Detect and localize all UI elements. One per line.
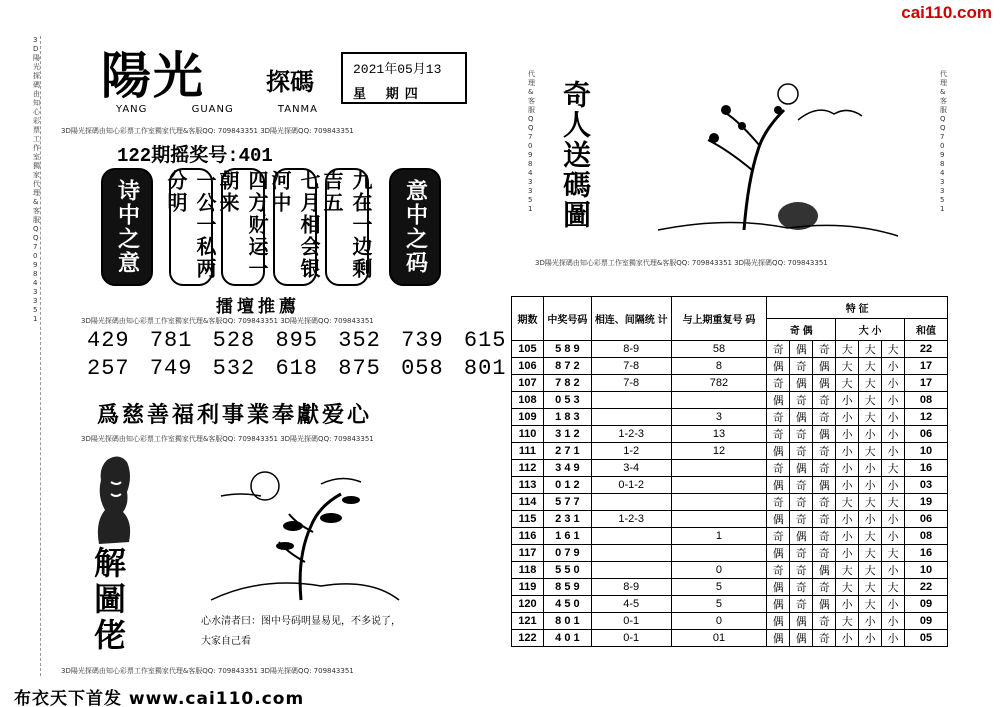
table-cell: 偶 xyxy=(790,341,813,358)
table-cell: 小 xyxy=(836,392,859,409)
table-cell: 09 xyxy=(905,596,948,613)
number: 352 xyxy=(338,328,381,353)
table-cell: 3-4 xyxy=(591,460,671,477)
table-row xyxy=(512,562,948,579)
table-cell: 奇 xyxy=(813,443,836,460)
table-cell xyxy=(591,528,671,545)
table-cell: 奇 xyxy=(790,494,813,511)
table-cell: 奇 xyxy=(790,443,813,460)
table-cell: 大 xyxy=(859,358,882,375)
table-cell: 奇 xyxy=(790,545,813,562)
table-cell: 小 xyxy=(882,443,905,460)
table-cell: 8 0 1 xyxy=(543,613,591,630)
table-cell: 大 xyxy=(836,375,859,392)
table-cell: 114 xyxy=(512,494,544,511)
table-cell: 偶 xyxy=(790,375,813,392)
table-cell: 105 xyxy=(512,341,544,358)
poem-line: 七月相会银河中 xyxy=(273,168,317,286)
table-cell: 小 xyxy=(882,511,905,528)
history-table xyxy=(511,296,948,647)
table-cell: 112 xyxy=(512,460,544,477)
table-cell: 偶 xyxy=(790,460,813,477)
contact-line: 3D陽光探碼由知心彩票工作室獨家代理&客服QQ: 709843351 3D陽光探碼QQ: 709843351 xyxy=(61,127,354,135)
table-cell: 0 5 3 xyxy=(543,392,591,409)
table-cell: 奇 xyxy=(813,341,836,358)
table-cell: 奇 xyxy=(813,392,836,409)
table-cell xyxy=(671,545,767,562)
hint-line-2: 大家自己看 xyxy=(201,636,251,647)
table-cell: 小 xyxy=(882,409,905,426)
table-cell: 小 xyxy=(836,596,859,613)
table-cell: 12 xyxy=(905,409,948,426)
table-cell: 107 xyxy=(512,375,544,392)
table-cell: 16 xyxy=(905,545,948,562)
plant-illustration xyxy=(201,466,401,606)
table-cell: 偶 xyxy=(767,511,790,528)
table-cell: 116 xyxy=(512,528,544,545)
table-cell: 小 xyxy=(836,545,859,562)
table-row xyxy=(512,545,948,562)
qiren-title: 奇人送碼圖 xyxy=(559,80,592,230)
date-box xyxy=(341,52,467,104)
history-table-body xyxy=(512,341,948,647)
poem-line: 四方财运一朝来 xyxy=(221,168,265,286)
table-cell: 小 xyxy=(859,426,882,443)
table-cell: 奇 xyxy=(790,596,813,613)
table-cell: 大 xyxy=(859,579,882,596)
contact-line: 3D陽光探碼由知心彩票工作室獨家代理&客服QQ: 709843351 3D陽光探碼QQ: 709843351 xyxy=(61,667,354,675)
table-row xyxy=(512,596,948,613)
table-cell: 5 8 9 xyxy=(543,341,591,358)
table-cell: 8 xyxy=(671,358,767,375)
table-cell: 小 xyxy=(882,596,905,613)
table-cell: 奇 xyxy=(790,477,813,494)
table-cell: 偶 xyxy=(767,630,790,647)
table-cell: 7-8 xyxy=(591,358,671,375)
table-row xyxy=(512,460,948,477)
number: 257 xyxy=(87,356,130,381)
table-cell: 5 xyxy=(671,579,767,596)
table-cell: 小 xyxy=(836,630,859,647)
table-row xyxy=(512,630,948,647)
table-cell: 113 xyxy=(512,477,544,494)
table-cell: 小 xyxy=(882,477,905,494)
table-cell: 109 xyxy=(512,409,544,426)
table-cell: 偶 xyxy=(790,528,813,545)
table-cell: 08 xyxy=(905,392,948,409)
table-cell: 奇 xyxy=(813,494,836,511)
brand-pinyin: YANG GUANG TANMA xyxy=(116,104,319,115)
table-cell: 3 xyxy=(671,409,767,426)
table-cell: 大 xyxy=(882,341,905,358)
table-cell xyxy=(671,460,767,477)
table-cell: 1-2-3 xyxy=(591,426,671,443)
site-watermark: cai110.com xyxy=(901,3,992,22)
table-cell: 大 xyxy=(859,596,882,613)
table-cell: 2 3 1 xyxy=(543,511,591,528)
table-cell: 大 xyxy=(882,460,905,477)
jie-tu-lao-title: 解圖佬 xyxy=(89,546,127,654)
table-cell: 0 xyxy=(671,562,767,579)
table-cell: 小 xyxy=(882,426,905,443)
table-cell: 03 xyxy=(905,477,948,494)
table-row xyxy=(512,613,948,630)
hint-line-1: 心水清者曰：图中号码明显易见，不多说了， xyxy=(201,616,401,627)
footer-source: 布衣天下首发 www.cai110.com xyxy=(14,689,305,707)
col-sum: 和值 xyxy=(905,319,948,341)
table-cell: 大 xyxy=(836,494,859,511)
table-cell: 奇 xyxy=(767,562,790,579)
table-cell xyxy=(591,392,671,409)
number: 749 xyxy=(149,356,193,381)
left-panel xyxy=(33,36,507,676)
table-cell: 偶 xyxy=(790,630,813,647)
table-cell: 大 xyxy=(859,392,882,409)
table-cell: 5 xyxy=(671,596,767,613)
col-size: 大 小 xyxy=(836,319,905,341)
table-cell: 122 xyxy=(512,630,544,647)
weekday-text: 星 期四 xyxy=(353,87,424,102)
table-cell xyxy=(671,477,767,494)
table-cell: 108 xyxy=(512,392,544,409)
table-cell: 小 xyxy=(882,392,905,409)
table-cell: 4 0 1 xyxy=(543,630,591,647)
table-cell: 大 xyxy=(882,494,905,511)
table-cell: 小 xyxy=(859,511,882,528)
table-cell: 22 xyxy=(905,341,948,358)
number: 532 xyxy=(212,356,256,381)
col-repeat: 与上期重复号 码 xyxy=(671,297,767,341)
table-cell: 偶 xyxy=(790,613,813,630)
contact-line: 3D陽光探碼由知心彩票工作室獨家代理&客服QQ: 709843351 3D陽光探碼QQ: 709843351 xyxy=(81,435,374,443)
table-cell: 偶 xyxy=(813,375,836,392)
table-cell: 111 xyxy=(512,443,544,460)
table-row xyxy=(512,392,948,409)
table-cell: 5 7 7 xyxy=(543,494,591,511)
table-cell: 奇 xyxy=(813,511,836,528)
table-cell: 10 xyxy=(905,443,948,460)
number: 618 xyxy=(275,356,319,381)
table-row xyxy=(512,477,948,494)
table-cell: 7 8 2 xyxy=(543,375,591,392)
number: 429 xyxy=(87,328,130,353)
table-cell: 大 xyxy=(859,545,882,562)
table-row xyxy=(512,528,948,545)
number: 875 xyxy=(338,356,381,381)
poem-right-box: 意中之码 xyxy=(389,168,441,286)
table-cell: 偶 xyxy=(767,545,790,562)
side-contact-strip: 代理&客服QQ709843351 xyxy=(940,70,947,213)
contact-line: 3D陽光探碼由知心彩票工作室獨家代理&客服QQ: 709843351 3D陽光探碼QQ: 709843351 xyxy=(81,317,374,325)
table-cell: 119 xyxy=(512,579,544,596)
table-cell: 大 xyxy=(859,494,882,511)
table-cell: 110 xyxy=(512,426,544,443)
table-row xyxy=(512,494,948,511)
numbers-row-2 xyxy=(87,356,506,381)
number: 739 xyxy=(401,328,444,353)
table-cell: 偶 xyxy=(767,358,790,375)
col-adjacent: 相连、间隔统 计 xyxy=(591,297,671,341)
table-cell: 小 xyxy=(859,613,882,630)
table-cell: 小 xyxy=(836,443,859,460)
table-cell: 奇 xyxy=(767,494,790,511)
brand-title: 陽光 xyxy=(101,46,205,105)
table-cell: 大 xyxy=(836,341,859,358)
poem-line: 一公一私两分明 xyxy=(169,168,213,286)
table-cell: 大 xyxy=(859,375,882,392)
table-cell xyxy=(671,392,767,409)
table-cell: 小 xyxy=(836,426,859,443)
table-cell: 1-2 xyxy=(591,443,671,460)
table-row xyxy=(512,341,948,358)
table-cell: 8 5 9 xyxy=(543,579,591,596)
table-cell: 2 7 1 xyxy=(543,443,591,460)
table-row xyxy=(512,511,948,528)
table-cell: 大 xyxy=(859,528,882,545)
portrait-illustration xyxy=(89,452,139,548)
table-cell: 小 xyxy=(882,358,905,375)
table-cell xyxy=(591,409,671,426)
number: 801 xyxy=(463,356,507,381)
table-cell: 01 xyxy=(671,630,767,647)
table-cell: 1 8 3 xyxy=(543,409,591,426)
table-cell: 0-1 xyxy=(591,630,671,647)
brand-subtitle: 探碼 xyxy=(266,67,314,96)
table-cell: 09 xyxy=(905,613,948,630)
table-cell: 大 xyxy=(859,562,882,579)
table-cell: 大 xyxy=(836,579,859,596)
table-cell: 小 xyxy=(882,630,905,647)
table-cell xyxy=(591,545,671,562)
table-cell: 1-2-3 xyxy=(591,511,671,528)
table-cell: 17 xyxy=(905,375,948,392)
table-cell: 奇 xyxy=(813,579,836,596)
number: 895 xyxy=(275,328,319,353)
table-cell: 奇 xyxy=(813,460,836,477)
table-cell: 小 xyxy=(882,528,905,545)
table-cell: 偶 xyxy=(767,579,790,596)
side-contact-strip: 3D陽光探碼由知心彩票工作室獨家代理&客服QQ709843351 xyxy=(33,36,40,323)
table-cell xyxy=(591,562,671,579)
table-cell: 小 xyxy=(836,511,859,528)
table-cell: 偶 xyxy=(813,562,836,579)
table-row xyxy=(512,358,948,375)
table-cell: 大 xyxy=(836,358,859,375)
table-cell: 小 xyxy=(836,477,859,494)
table-cell: 奇 xyxy=(790,562,813,579)
draw-result: 122期摇奖号:401 xyxy=(117,145,273,167)
table-cell: 782 xyxy=(671,375,767,392)
table-cell: 奇 xyxy=(767,409,790,426)
table-cell: 117 xyxy=(512,545,544,562)
table-cell: 8 7 2 xyxy=(543,358,591,375)
table-cell: 奇 xyxy=(790,392,813,409)
recommend-title: 擂壇推薦 xyxy=(216,297,300,317)
table-cell: 06 xyxy=(905,511,948,528)
table-cell: 0 1 2 xyxy=(543,477,591,494)
table-row xyxy=(512,426,948,443)
col-prize: 中奖号码 xyxy=(543,297,591,341)
charity-slogan: 爲慈善福利事業奉獻爱心 xyxy=(97,402,373,428)
table-row xyxy=(512,375,948,392)
table-cell: 06 xyxy=(905,426,948,443)
poem-left-box: 诗中之意 xyxy=(101,168,153,286)
table-cell: 小 xyxy=(882,613,905,630)
tree-illustration xyxy=(648,80,908,250)
table-cell: 0 xyxy=(671,613,767,630)
table-cell: 大 xyxy=(836,562,859,579)
table-cell: 偶 xyxy=(767,392,790,409)
table-cell: 奇 xyxy=(767,528,790,545)
table-cell: 偶 xyxy=(790,409,813,426)
number: 058 xyxy=(401,356,444,381)
table-cell: 偶 xyxy=(767,613,790,630)
table-cell: 4-5 xyxy=(591,596,671,613)
table-cell: 05 xyxy=(905,630,948,647)
table-cell: 偶 xyxy=(813,596,836,613)
table-cell: 大 xyxy=(859,341,882,358)
table-cell: 8-9 xyxy=(591,579,671,596)
table-cell: 小 xyxy=(836,528,859,545)
poem-line: 九在一边剩吉五 xyxy=(325,168,369,286)
table-cell: 奇 xyxy=(790,358,813,375)
table-cell: 偶 xyxy=(767,477,790,494)
table-cell: 3 4 9 xyxy=(543,460,591,477)
table-cell: 12 xyxy=(671,443,767,460)
table-cell: 大 xyxy=(882,579,905,596)
table-cell: 偶 xyxy=(813,426,836,443)
date-text: 2021年05月13 xyxy=(353,62,442,77)
table-cell: 4 5 0 xyxy=(543,596,591,613)
table-cell: 13 xyxy=(671,426,767,443)
table-cell: 奇 xyxy=(813,545,836,562)
table-cell xyxy=(591,494,671,511)
table-cell: 121 xyxy=(512,613,544,630)
table-cell: 大 xyxy=(836,613,859,630)
table-cell xyxy=(671,511,767,528)
table-cell: 106 xyxy=(512,358,544,375)
side-contact-strip: 代理&客服QQ709843351 xyxy=(528,70,535,213)
table-cell: 奇 xyxy=(813,409,836,426)
table-row xyxy=(512,443,948,460)
table-cell: 0-1 xyxy=(591,613,671,630)
table-cell: 58 xyxy=(671,341,767,358)
number: 528 xyxy=(212,328,256,353)
table-cell: 奇 xyxy=(767,460,790,477)
table-cell: 奇 xyxy=(767,341,790,358)
col-feature: 特 征 xyxy=(767,297,948,319)
table-cell: 1 6 1 xyxy=(543,528,591,545)
table-cell: 120 xyxy=(512,596,544,613)
numbers-row-1 xyxy=(87,328,506,353)
table-cell: 偶 xyxy=(813,358,836,375)
table-cell: 小 xyxy=(882,375,905,392)
table-cell: 奇 xyxy=(790,579,813,596)
table-cell: 偶 xyxy=(767,596,790,613)
table-cell: 奇 xyxy=(813,613,836,630)
number: 615 xyxy=(463,328,507,353)
table-cell: 0-1-2 xyxy=(591,477,671,494)
table-cell: 5 5 0 xyxy=(543,562,591,579)
table-cell: 17 xyxy=(905,358,948,375)
table-cell: 1 xyxy=(671,528,767,545)
table-cell: 小 xyxy=(859,630,882,647)
table-cell: 10 xyxy=(905,562,948,579)
table-cell: 小 xyxy=(836,460,859,477)
table-cell: 小 xyxy=(836,409,859,426)
col-issue: 期数 xyxy=(512,297,544,341)
table-cell: 7-8 xyxy=(591,375,671,392)
hint-note xyxy=(201,612,401,652)
table-cell: 08 xyxy=(905,528,948,545)
table-cell xyxy=(671,494,767,511)
table-cell: 大 xyxy=(882,545,905,562)
table-cell: 0 7 9 xyxy=(543,545,591,562)
table-cell: 小 xyxy=(882,562,905,579)
table-cell: 奇 xyxy=(790,426,813,443)
table-cell: 小 xyxy=(859,460,882,477)
contact-line: 3D陽光探碼由知心彩票工作室獨家代理&客服QQ: 709843351 3D陽光探碼QQ: 709843351 xyxy=(535,259,828,267)
col-parity: 奇 偶 xyxy=(767,319,836,341)
table-cell: 115 xyxy=(512,511,544,528)
table-row xyxy=(512,579,948,596)
table-cell: 3 1 2 xyxy=(543,426,591,443)
table-cell: 8-9 xyxy=(591,341,671,358)
table-cell: 小 xyxy=(859,477,882,494)
table-cell: 奇 xyxy=(767,426,790,443)
table-cell: 19 xyxy=(905,494,948,511)
table-cell: 16 xyxy=(905,460,948,477)
table-cell: 大 xyxy=(859,409,882,426)
table-cell: 奇 xyxy=(813,528,836,545)
table-cell: 奇 xyxy=(790,511,813,528)
table-cell: 奇 xyxy=(767,375,790,392)
table-cell: 偶 xyxy=(813,477,836,494)
table-cell: 118 xyxy=(512,562,544,579)
table-cell: 大 xyxy=(859,443,882,460)
table-row xyxy=(512,409,948,426)
number: 781 xyxy=(149,328,193,353)
table-cell: 奇 xyxy=(813,630,836,647)
table-cell: 22 xyxy=(905,579,948,596)
table-cell: 偶 xyxy=(767,443,790,460)
